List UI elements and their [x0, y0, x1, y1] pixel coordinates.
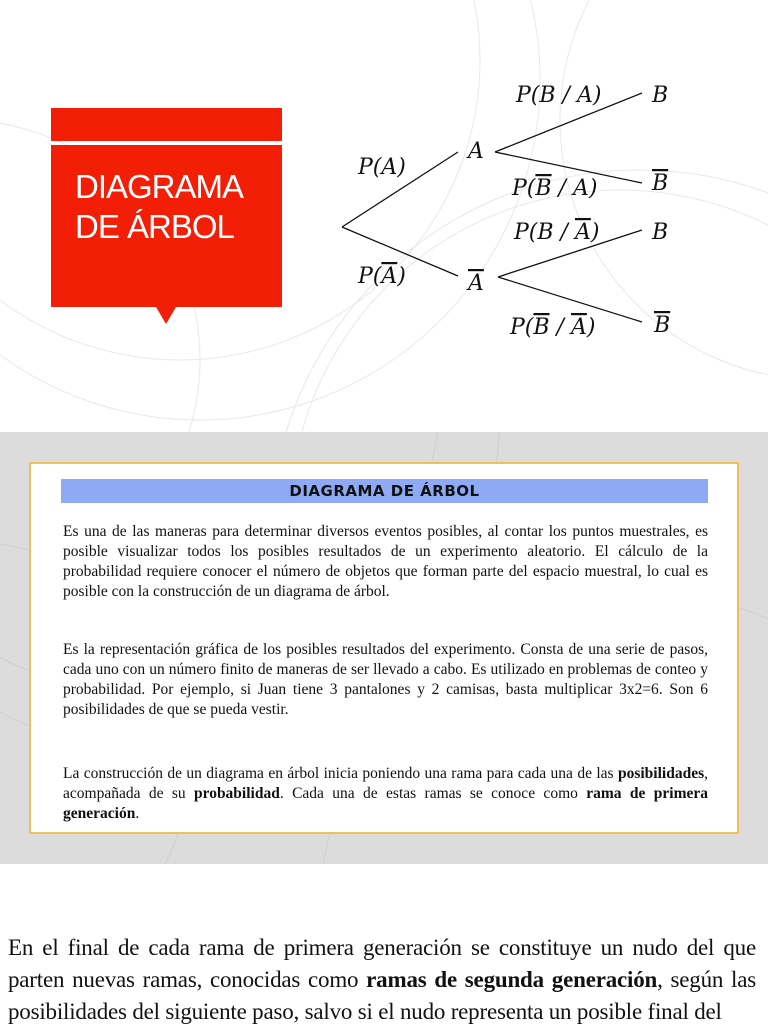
bold-posibilidades: posibilidades [617, 765, 705, 782]
leaf-bbar-2: B [654, 313, 671, 338]
definition-card [29, 462, 739, 834]
slide-title-text [75, 167, 243, 247]
paragraph-3: La construcción de un diagrama en árbol inicia poniendo una rama para cada una de las posibilidades, acompañada de su probabilidad. Cada una de estas ramas se conoce como rama de primera generación. [63, 765, 708, 822]
body-paragraph: En el final de cada rama de primera generación se constituye un nudo del que parten nuevas ramas, conocidas como ramas de segunda generación, según las posibilidades del siguiente paso, salvo si el nudo representa un posible final del [8, 935, 756, 1024]
slide-second-generation [0, 864, 768, 1024]
title-accent-bar [51, 108, 282, 141]
leaf-b-1: B [652, 83, 669, 108]
slide-definition [0, 432, 768, 864]
label-p-b-given-abar: P(B / A) [514, 220, 600, 245]
label-p-a: P(A) [358, 155, 406, 180]
title-pointer-triangle [156, 307, 176, 324]
node-abar: A [468, 271, 484, 296]
tree-diagram [330, 70, 690, 350]
title-box [51, 145, 282, 307]
label-p-b-given-a: P(B / A) [516, 83, 602, 108]
label-p-bbar-given-a: P(B / A) [512, 176, 598, 201]
paragraph-1: Es una de las maneras para determinar diversos eventos posibles, al contar los puntos muestrales, es posible visualizar todos los posibles resultados de un experimento aleatorio. El cálculo de la probabilidad requiere conocer el número de objetos que forman parte del espacio muestral, lo cual es posible con la construcción de un diagrama de árbol. [63, 523, 708, 600]
bold-probabilidad: probabilidad [193, 785, 280, 802]
leaf-bbar-1: B [652, 171, 669, 196]
slide-title [0, 0, 768, 432]
bold-ramas-segunda: ramas de segunda generación [366, 967, 658, 992]
paragraph-2: Es la representación gráfica de los posibles resultados del experimento. Consta de una serie de pasos, cada uno con un número finito de maneras de ser llevado a cabo. Es utilizado en problemas de conteo y probabilidad. Por ejemplo, si Juan tiene 3 pantalones y 2 camisas, basta multiplicar 3x2=6. Son 6 posibilidades de que se pueda vestir. [63, 641, 708, 718]
label-p-abar: P(A) [358, 264, 406, 289]
leaf-b-2: B [652, 220, 669, 245]
label-p-bbar-given-abar: P(B / A) [510, 315, 596, 340]
card-heading: DIAGRAMA DE ÁRBOL [61, 479, 708, 503]
title-line-1: DIAGRAMA [75, 168, 244, 205]
title-line-2: DE ÁRBOL [75, 208, 234, 245]
bold-rama-primera: rama de primera generación [63, 785, 708, 822]
node-a: A [468, 139, 484, 164]
